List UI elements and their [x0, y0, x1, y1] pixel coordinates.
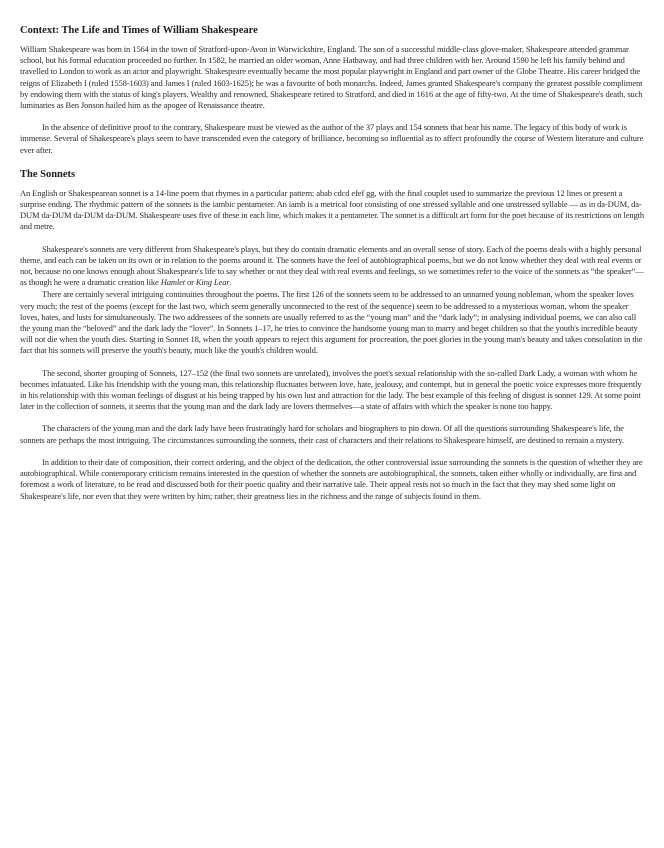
hamlet-title: Hamlet — [160, 277, 186, 288]
sentence-end: . — [229, 277, 232, 288]
context-paragraph-1: William Shakespeare was born in 1564 in the town of Stratford-upon-Avon in Warwickshire, England. The son of a successful middle-class glove-maker, Shakespeare attended grammar school, but his formal education proceeded no further. In 1582, he married an older woman, Anne Hathaway, and had three children with her. Around 1590 he left his family behind and travelled to London to work as an actor and playwright. Shakespeare eventually became the most popular playwright in England and part owner of the Globe Theatre. His career bridged the reigns of Elizabeth I (ruled 1558-1603) and James I (ruled 1603-1625); he was a favourite of both monarchs. Indeed, James granted Shakespeare's company the greatest possible compliment by endowing them with the status of king's players. Wealthy and renowned, Shakespeare retired to Stratford, and died in 1616 at the age of fifty-two. At the time of Shakespeare's death, such luminaries as Ben Jonson hailed him as the apogee of Renaissance theatre. — [20, 44, 643, 111]
sonnets-paragraph-2 — [20, 244, 645, 289]
sonnets-paragraph-5: The characters of the young man and the dark lady have been frustratingly hard for scholars and biographers to pin down. Of all the questions surrounding Shakespeare's life, the sonnets are perhaps the most intriguing. The circumstances surrounding the sonnets, their cast of characters and their relations to Shakespeare himself, are destined to remain a mystery. — [20, 423, 624, 445]
sonnets-paragraph-3: There are certainly several intriguing continuities throughout the poems. The first 126 of the sonnets seem to be addressed to an unnamed young nobleman, whom the speaker loves very much; the rest of the poems (except for the last two, which seem generally unconnected to the rest of the sequence) seem to be addressed to a mysterious woman, whom the speaker loves, hates, and lusts for simultaneously. The two addressees of the sonnets are usually referred to as the “young man” and the “dark lady”; in analysing individual poems, we can also call the young man the “beloved” and the dark lady the “lover”. In Sonnets 1–17, he tries to convince the handsome young man to marry and beget children so that the youth's incredible beauty will not die when the youth dies. Starting in Sonnet 18, when the youth appears to reject this argument for procreation, the poet glories in the young man's beauty and takes consolation in the fact that his sonnets will preserve the youth's beauty, much like the youth's children would. — [20, 289, 643, 356]
sonnets-paragraph-2-text: Shakespeare's sonnets are very different from Shakespeare's plays, but they do contain dramatic elements and an overall sense of story. Each of the poems deals with a highly personal theme, and each can be taken on its own or in relation to the poems around it. The sonnets have the feel of autobiographical poems, but we do not know whether they deal with real events or not, because no one knows enough about Shakespeare's life to say whether or not they deal with real events and feelings, so we sometimes refer to the voice of the sonnets as “the speaker”—as though he were a dramatic creation like — [20, 243, 644, 288]
sonnets-paragraph-1: An English or Shakespearean sonnet is a 14-line poem that rhymes in a particular pattern: abab cdcd efef gg, with the final couplet used to summarize the previous 12 lines or present a surprise ending. The rhythmic pattern of the sonnets is the iambic pentameter. An iamb is a metrical foot consisting of one stressed syllable and one unstressed syllable — as in da-DUM, da-DUM da-DUM da-DUM da-DUM. Shakespeare uses five of these in each line, which makes it a pentameter. The sonnet is a difficult art form for the poet because of its restrictions on length and metre. — [20, 187, 645, 232]
sonnets-heading: The Sonnets — [20, 168, 76, 180]
king-lear-title: King Lear — [195, 277, 230, 288]
context-paragraph-2: In the absence of definitive proof to the contrary, Shakespeare must be viewed as the author of the 37 plays and 154 sonnets that bear his name. The legacy of this body of work is immense. Several of Shakespeare's plays seem to have transcended even the category of brilliance, becoming so influential as to affect profoundly the course of Western literature and culture ever after. — [20, 122, 644, 155]
sonnets-paragraph-4: The second, shorter grouping of Sonnets, 127–152 (the final two sonnets are unrelated), involves the poet's sexual relationship with the so-called Dark Lady, a woman with whom he becomes infatuated. Like his friendship with the young man, this relationship fluctuates between love, hate, jealousy, and contempt, but in general the poetic voice expresses more frequently in his relationship with this woman feelings of disgust at his being trapped by his own lust and attraction for the lady. The best example of this feeling of disgust is sonnet 129. At some point later in the collection of sonnets, it seems that the young man and the dark lady are lovers themselves—a state of affairs with which the speaker is none too happy. — [20, 367, 642, 412]
sonnets-section — [20, 168, 645, 502]
context-section — [20, 24, 645, 156]
context-heading: Context: The Life and Times of William Shakespeare — [20, 25, 258, 36]
sonnets-paragraph-6: In addition to their date of composition, their correct ordering, and the object of the dedication, the other controversial issue surrounding the sonnets is the question of whether they are autobiographical. While contemporary criticism remains interested in the question of whether the sonnets are autobiographical, the sonnets, taken either wholly or individually, are first and foremost a work of literature, to be read and discussed both for their poetic quality and their narrative tale. Their appeal rests not so much in the fact that they may shed some light on Shakespeare's life, nor even that they were written by him; rather, their greatness lies in the richness and the range of subjects found in them. — [20, 456, 643, 501]
or-connector: or — [185, 277, 196, 288]
